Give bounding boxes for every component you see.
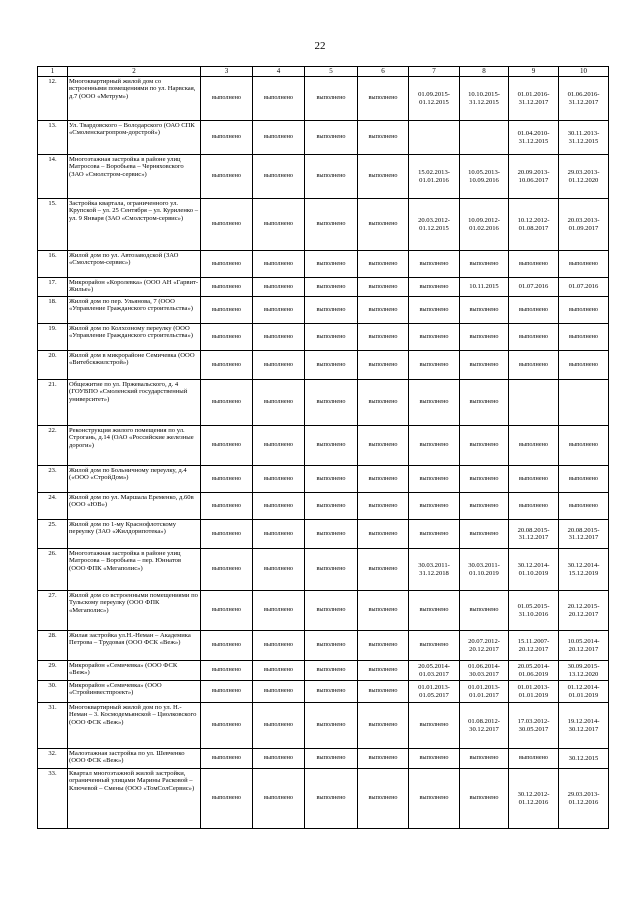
stage-cell: выполнено	[201, 703, 253, 749]
stage-cell: выполнено	[253, 77, 305, 121]
stage-cell: выполнено	[253, 121, 305, 155]
stage-cell: 01.07.2016	[559, 278, 609, 297]
row-number: 14.	[38, 155, 68, 199]
table-row	[38, 351, 609, 380]
stage-cell: выполнено	[201, 631, 253, 661]
stage-cell: выполнено	[460, 251, 509, 278]
stage-cell: выполнено	[460, 466, 509, 493]
stage-cell: выполнено	[509, 351, 559, 380]
stage-cell: выполнено	[559, 251, 609, 278]
stage-cell: 29.03.2013-01.12.2016	[559, 769, 609, 829]
object-name: Жилой дом по ул. Автозаводской (ЗАО «Смолстром-сервис»)	[68, 251, 201, 278]
stage-cell: выполнено	[253, 769, 305, 829]
object-name: Жилой дом по 1-му Краснофлотскому переулку (ЗАО «Жилдорипотека»)	[68, 520, 201, 549]
stage-cell: выполнено	[253, 297, 305, 324]
column-header: 9	[509, 67, 559, 77]
stage-cell: выполнено	[358, 324, 409, 351]
stage-cell: выполнено	[460, 324, 509, 351]
stage-cell: выполнено	[358, 749, 409, 769]
stage-cell: выполнено	[358, 77, 409, 121]
table-row	[38, 591, 609, 631]
stage-cell: 30.12.2014-01.10.2019	[509, 549, 559, 591]
stage-cell	[460, 121, 509, 155]
stage-cell: выполнено	[201, 769, 253, 829]
stage-cell: выполнено	[305, 591, 358, 631]
stage-cell: 01.04.2010-31.12.2015	[509, 121, 559, 155]
table-row	[38, 278, 609, 297]
stage-cell: 20.07.2012-20.12.2017	[460, 631, 509, 661]
table-row	[38, 297, 609, 324]
stage-cell: выполнено	[305, 549, 358, 591]
stage-cell: выполнено	[358, 121, 409, 155]
stage-cell: выполнено	[409, 769, 460, 829]
stage-cell: 20.03.2012-01.12.2015	[409, 199, 460, 251]
stage-cell: выполнено	[305, 769, 358, 829]
stage-cell: выполнено	[409, 297, 460, 324]
table-row	[38, 549, 609, 591]
table-row	[38, 380, 609, 426]
row-number: 17.	[38, 278, 68, 297]
stage-cell: выполнено	[201, 278, 253, 297]
table-row	[38, 251, 609, 278]
stage-cell	[559, 380, 609, 426]
stage-cell: выполнено	[409, 493, 460, 520]
stage-cell: выполнено	[409, 703, 460, 749]
row-number: 28.	[38, 631, 68, 661]
stage-cell: выполнено	[409, 520, 460, 549]
stage-cell: выполнено	[305, 351, 358, 380]
stage-cell: выполнено	[201, 155, 253, 199]
column-header: 2	[68, 67, 201, 77]
stage-cell: 15.02.2013-01.01.2016	[409, 155, 460, 199]
row-number: 19.	[38, 324, 68, 351]
stage-cell: выполнено	[253, 466, 305, 493]
stage-cell: 01.06.2014-30.03.2017	[460, 661, 509, 681]
stage-cell: выполнено	[358, 466, 409, 493]
table-row	[38, 324, 609, 351]
table-row	[38, 466, 609, 493]
stage-cell: выполнено	[460, 297, 509, 324]
stage-cell: выполнено	[358, 520, 409, 549]
stage-cell: 01.01.2016-31.12.2017	[509, 77, 559, 121]
object-name: Жилой дом в микрорайоне Семичевка (ООО «Витебскжилстрой»)	[68, 351, 201, 380]
stage-cell: выполнено	[559, 324, 609, 351]
row-number: 21.	[38, 380, 68, 426]
stage-cell: выполнено	[509, 466, 559, 493]
object-name: Жилой дом по ул. Маршала Еременко, д.60в (ООО «ЮВ»)	[68, 493, 201, 520]
row-number: 18.	[38, 297, 68, 324]
stage-cell: 20.05.2014-01.06.2019	[509, 661, 559, 681]
stage-cell: выполнено	[253, 324, 305, 351]
stage-cell: 10.10.2015-31.12.2015	[460, 77, 509, 121]
column-header: 1	[38, 67, 68, 77]
stage-cell: выполнено	[358, 703, 409, 749]
stage-cell: выполнено	[509, 749, 559, 769]
stage-cell	[509, 380, 559, 426]
stage-cell: выполнено	[253, 549, 305, 591]
stage-cell: выполнено	[358, 351, 409, 380]
stage-cell: выполнено	[305, 681, 358, 703]
stage-cell: выполнено	[509, 493, 559, 520]
column-header: 6	[358, 67, 409, 77]
stage-cell: 01.12.2014-01.01.2019	[559, 681, 609, 703]
stage-cell: выполнено	[201, 121, 253, 155]
stage-cell: выполнено	[559, 426, 609, 466]
stage-cell: выполнено	[253, 661, 305, 681]
table-row	[38, 681, 609, 703]
construction-schedule-table	[37, 66, 609, 829]
stage-cell: выполнено	[253, 520, 305, 549]
object-name: Жилой дом по Колхозному переулку (ООО «Управление Гражданского строительства»)	[68, 324, 201, 351]
stage-cell: 15.11.2007-20.12.2017	[509, 631, 559, 661]
stage-cell: выполнено	[201, 77, 253, 121]
stage-cell: 20.08.2015-31.12.2017	[559, 520, 609, 549]
stage-cell: 30.12.2012-01.12.2016	[509, 769, 559, 829]
stage-cell: выполнено	[305, 466, 358, 493]
stage-cell: выполнено	[509, 251, 559, 278]
stage-cell: выполнено	[409, 466, 460, 493]
stage-cell: 10.05.2013-10.09.2016	[460, 155, 509, 199]
object-name: Малоэтажная застройка по ул. Шевченко (ООО ФСК «Веж»)	[68, 749, 201, 769]
object-name: Застройка квартала, ограниченного ул. Крупской – ул. 25 Сентября – ул. Куриленко – ул. 9 Января (ЗАО «Смолстром-сервис»)	[68, 199, 201, 251]
stage-cell: выполнено	[460, 591, 509, 631]
stage-cell: выполнено	[253, 703, 305, 749]
row-number: 23.	[38, 466, 68, 493]
stage-cell: выполнено	[358, 155, 409, 199]
stage-cell: выполнено	[358, 631, 409, 661]
stage-cell: выполнено	[305, 199, 358, 251]
stage-cell: выполнено	[409, 324, 460, 351]
stage-cell: выполнено	[201, 324, 253, 351]
stage-cell: выполнено	[305, 278, 358, 297]
stage-cell: 10.09.2012-01.02.2016	[460, 199, 509, 251]
stage-cell: выполнено	[409, 749, 460, 769]
stage-cell: выполнено	[358, 493, 409, 520]
stage-cell: выполнено	[305, 426, 358, 466]
stage-cell: выполнено	[201, 251, 253, 278]
stage-cell: выполнено	[253, 278, 305, 297]
stage-cell: выполнено	[305, 703, 358, 749]
stage-cell: 10.11.2015	[460, 278, 509, 297]
stage-cell: выполнено	[253, 199, 305, 251]
stage-cell: выполнено	[460, 520, 509, 549]
stage-cell: выполнено	[201, 199, 253, 251]
stage-cell: выполнено	[409, 426, 460, 466]
row-number: 26.	[38, 549, 68, 591]
stage-cell: 01.01.2013-01.05.2017	[409, 681, 460, 703]
stage-cell: 01.09.2015-01.12.2015	[409, 77, 460, 121]
row-number: 16.	[38, 251, 68, 278]
row-number: 27.	[38, 591, 68, 631]
stage-cell: 20.12.2015-20.12.2017	[559, 591, 609, 631]
stage-cell: выполнено	[460, 426, 509, 466]
stage-cell: выполнено	[201, 493, 253, 520]
object-name: Микрорайон «Королевка» (ООО АН «Гарвит-Жилье»)	[68, 278, 201, 297]
stage-cell: выполнено	[358, 681, 409, 703]
stage-cell: выполнено	[253, 631, 305, 661]
stage-cell: выполнено	[509, 324, 559, 351]
stage-cell: выполнено	[559, 297, 609, 324]
row-number: 20.	[38, 351, 68, 380]
stage-cell: выполнено	[253, 681, 305, 703]
table-row	[38, 121, 609, 155]
stage-cell: выполнено	[460, 749, 509, 769]
row-number: 30.	[38, 681, 68, 703]
stage-cell: 20.03.2013-01.09.2017	[559, 199, 609, 251]
table-row	[38, 520, 609, 549]
object-name: Многоквартирный жилой дом со встроенными помещениями по ул. Нарвская, д.7 (ООО «Метрум»)	[68, 77, 201, 121]
row-number: 31.	[38, 703, 68, 749]
stage-cell: выполнено	[559, 466, 609, 493]
object-name: Реконструкция жилого помещения по ул. Строгань, д.14 (ОАО «Российские железные дороги»)	[68, 426, 201, 466]
object-name: Квартал многоэтажной жилой застройки, ограниченный улицами Марины Расковой – Ключевой – Смены (ООО «ТомСолСервис»)	[68, 769, 201, 829]
stage-cell: выполнено	[409, 380, 460, 426]
column-header: 7	[409, 67, 460, 77]
stage-cell: выполнено	[358, 251, 409, 278]
row-number: 13.	[38, 121, 68, 155]
stage-cell: выполнено	[305, 155, 358, 199]
stage-cell: 30.12.2015	[559, 749, 609, 769]
stage-cell: выполнено	[201, 591, 253, 631]
stage-cell: выполнено	[253, 251, 305, 278]
object-name: Жилой дом по Больничному переулку, д.4 («ООО «СтройДом»)	[68, 466, 201, 493]
stage-cell: 01.08.2012-30.12.2017	[460, 703, 509, 749]
stage-cell: выполнено	[305, 297, 358, 324]
table-row	[38, 77, 609, 121]
table-row	[38, 426, 609, 466]
stage-cell: выполнено	[253, 380, 305, 426]
stage-cell: выполнено	[253, 749, 305, 769]
stage-cell: 10.12.2012-01.08.2017	[509, 199, 559, 251]
row-number: 15.	[38, 199, 68, 251]
object-name: Жилой дом по пер. Ульянова, 7 (ООО «Управление Гражданского строительства»)	[68, 297, 201, 324]
table-row	[38, 749, 609, 769]
stage-cell: выполнено	[358, 426, 409, 466]
stage-cell: выполнено	[253, 351, 305, 380]
table-row	[38, 199, 609, 251]
stage-cell: 01.01.2013-01.01.2019	[509, 681, 559, 703]
stage-cell: 30.11.2013-31.12.2015	[559, 121, 609, 155]
stage-cell: выполнено	[253, 591, 305, 631]
stage-cell: выполнено	[559, 351, 609, 380]
stage-cell: выполнено	[460, 769, 509, 829]
column-header: 8	[460, 67, 509, 77]
stage-cell: выполнено	[201, 661, 253, 681]
stage-cell: 20.05.2014-01.03.2017	[409, 661, 460, 681]
stage-cell: выполнено	[509, 297, 559, 324]
stage-cell: выполнено	[305, 631, 358, 661]
stage-cell: выполнено	[358, 769, 409, 829]
stage-cell: выполнено	[201, 466, 253, 493]
row-number: 12.	[38, 77, 68, 121]
row-number: 22.	[38, 426, 68, 466]
table-row	[38, 769, 609, 829]
stage-cell: выполнено	[409, 351, 460, 380]
stage-cell: 30.12.2014-15.12.2019	[559, 549, 609, 591]
stage-cell: 30.03.2011-31.12.2018	[409, 549, 460, 591]
stage-cell: выполнено	[305, 324, 358, 351]
table-row	[38, 493, 609, 520]
stage-cell: выполнено	[358, 199, 409, 251]
stage-cell: выполнено	[305, 380, 358, 426]
stage-cell: 30.09.2015-13.12.2020	[559, 661, 609, 681]
stage-cell: выполнено	[305, 749, 358, 769]
table-row	[38, 631, 609, 661]
object-name: Многоэтажная застройка в районе улиц Матросова – Воробьева – Черняховского (ЗАО «Смолстром-сервис»)	[68, 155, 201, 199]
object-name: Микрорайон «Семичевка» (ООО ФСК «Веж»)	[68, 661, 201, 681]
stage-cell: выполнено	[358, 297, 409, 324]
stage-cell: выполнено	[305, 661, 358, 681]
stage-cell: выполнено	[201, 520, 253, 549]
stage-cell: 01.01.2013-01.01.2017	[460, 681, 509, 703]
column-header: 4	[253, 67, 305, 77]
stage-cell: выполнено	[358, 278, 409, 297]
stage-cell: выполнено	[253, 155, 305, 199]
table-row	[38, 155, 609, 199]
object-name: Общежитие по ул. Пржевальского, д. 4 (ГОУВПО «Смоленский государственный университет»)	[68, 380, 201, 426]
stage-cell: 17.03.2012-30.05.2017	[509, 703, 559, 749]
row-number: 24.	[38, 493, 68, 520]
object-name: Многоквартирный жилой дом по ул. Н.-Неман – 3. Космодемьянской – Циолковского (ООО ФСК «Веж»)	[68, 703, 201, 749]
stage-cell: выполнено	[305, 251, 358, 278]
stage-cell: 19.12.2014-30.12.2017	[559, 703, 609, 749]
stage-cell: выполнено	[201, 681, 253, 703]
page-number: 22	[314, 40, 326, 52]
object-name: Жилая застройка ул.Н.-Неман – Академика Петрова – Трудовая (ООО ФСК «Веж»)	[68, 631, 201, 661]
row-number: 25.	[38, 520, 68, 549]
stage-cell: 30.03.2011-01.10.2019	[460, 549, 509, 591]
stage-cell: 20.08.2015-31.12.2017	[509, 520, 559, 549]
table-row	[38, 661, 609, 681]
stage-cell: 01.05.2015-31.10.2016	[509, 591, 559, 631]
object-name: Многоэтажная застройка в районе улиц Матросова – Воробьева – пер. Юннатов (ООО ФПК «Мегаполис»)	[68, 549, 201, 591]
stage-cell: выполнено	[305, 493, 358, 520]
stage-cell: выполнено	[201, 380, 253, 426]
stage-cell	[409, 121, 460, 155]
row-number: 29.	[38, 661, 68, 681]
stage-cell: выполнено	[305, 520, 358, 549]
stage-cell: выполнено	[409, 278, 460, 297]
stage-cell: 20.09.2013-10.06.2017	[509, 155, 559, 199]
stage-cell: выполнено	[305, 77, 358, 121]
object-name: Жилой дом со встроенными помещениями по Тульскому переулку (ООО ФПК «Мегаполис»)	[68, 591, 201, 631]
stage-cell: 10.05.2014-20.12.2017	[559, 631, 609, 661]
stage-cell: выполнено	[358, 380, 409, 426]
stage-cell: выполнено	[358, 661, 409, 681]
stage-cell: выполнено	[305, 121, 358, 155]
stage-cell: выполнено	[253, 426, 305, 466]
stage-cell: выполнено	[409, 631, 460, 661]
stage-cell: выполнено	[460, 351, 509, 380]
object-name: Микрорайон «Семичевка» (ООО «Стройинвестпроект»)	[68, 681, 201, 703]
stage-cell: выполнено	[409, 591, 460, 631]
stage-cell: 01.06.2016-31.12.2017	[559, 77, 609, 121]
column-header: 5	[305, 67, 358, 77]
row-number: 33.	[38, 769, 68, 829]
column-header: 10	[559, 67, 609, 77]
stage-cell: выполнено	[201, 351, 253, 380]
row-number: 32.	[38, 749, 68, 769]
table-row	[38, 703, 609, 749]
stage-cell: выполнено	[201, 297, 253, 324]
stage-cell: выполнено	[509, 426, 559, 466]
stage-cell: 29.03.2013-01.12.2020	[559, 155, 609, 199]
header-row	[38, 67, 609, 77]
stage-cell: выполнено	[358, 549, 409, 591]
stage-cell: выполнено	[201, 749, 253, 769]
stage-cell: выполнено	[201, 426, 253, 466]
object-name: Ул. Твардовского – Володарского (ОАО СПК «Смоленскагропром-дорстрой»)	[68, 121, 201, 155]
stage-cell: выполнено	[409, 251, 460, 278]
stage-cell: выполнено	[358, 591, 409, 631]
stage-cell: выполнено	[253, 493, 305, 520]
stage-cell: выполнено	[460, 493, 509, 520]
stage-cell: выполнено	[559, 493, 609, 520]
column-header: 3	[201, 67, 253, 77]
stage-cell: выполнено	[201, 549, 253, 591]
stage-cell: 01.07.2016	[509, 278, 559, 297]
stage-cell: выполнено	[460, 380, 509, 426]
